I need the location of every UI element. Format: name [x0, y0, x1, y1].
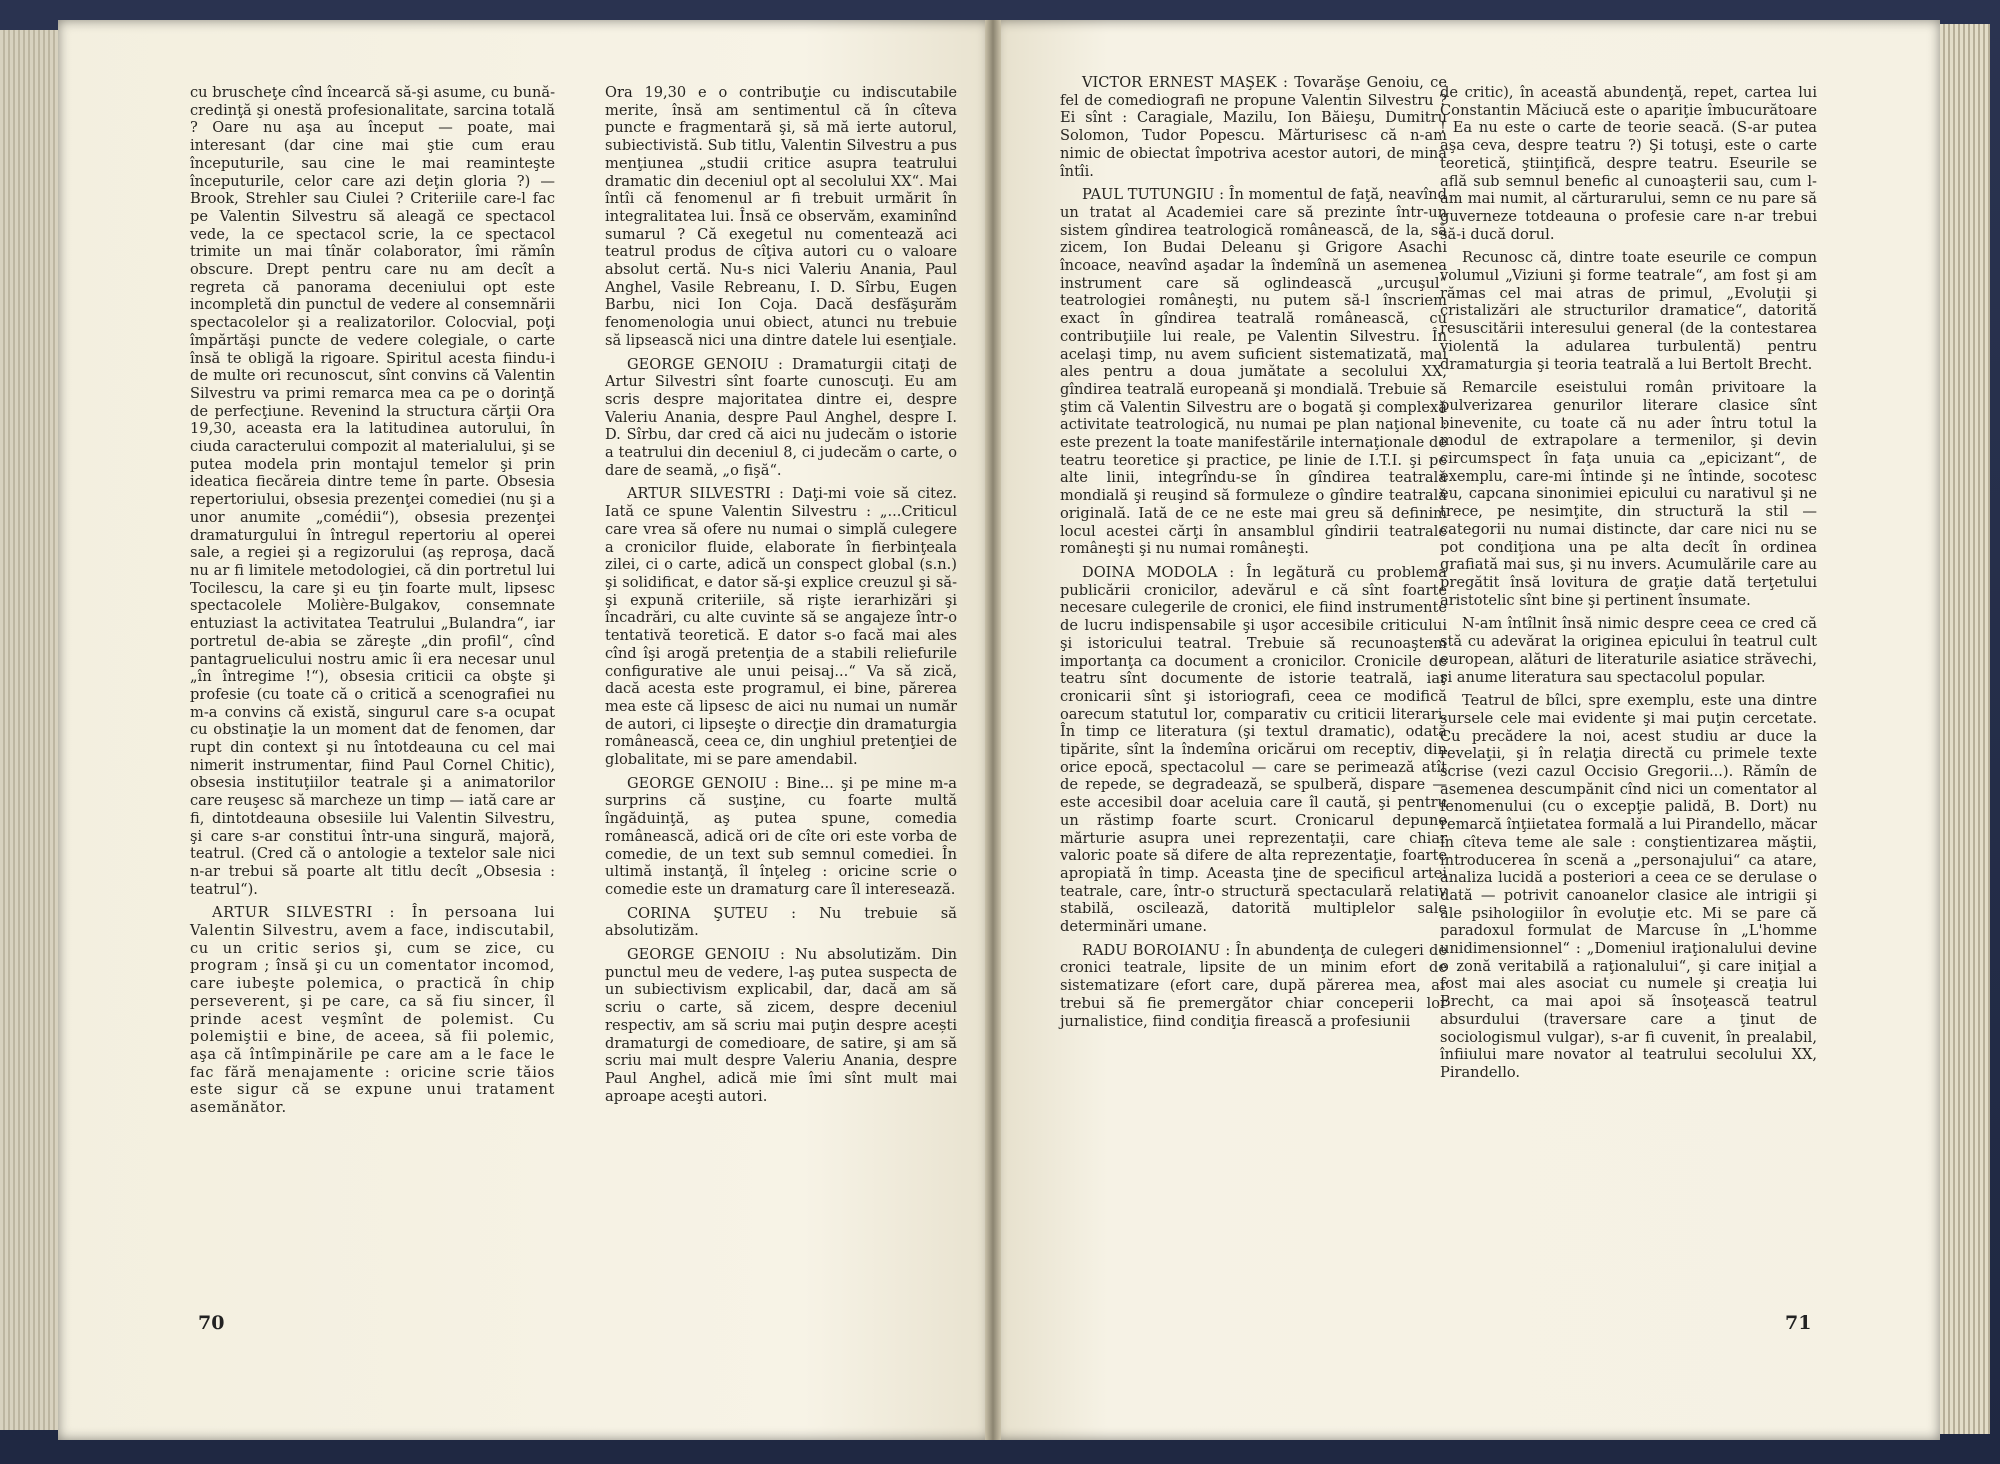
paragraph: ARTUR SILVESTRI : Daţi-mi voie să citez. Iată ce spune Valentin Silvestru : „...Criticul care vrea să ofere nu numai o simplă culegere a cronicilor fluide, elaborate în fierbinţeala zilei, ci o carte, adică un conspect global (s.n.) şi solidificat, e dator să-şi explice creuzul şi să-şi expună criteriile, să rişte ierarhizări şi încadrări, cu alte cuvinte să se angajeze într-o tentativă teoretică. E dator s-o facă mai ales cînd îşi arogă pretenţia de a stabili reliefurile configurative ale unui peisaj...“ Va să zică, dacă acesta este programul, ei bine, părerea mea este că lipsesc de aici nu numai un număr de autori, ci lipseşte o direcţie din dramaturgia românească, ceea ce, din unghiul pretenţiei de globalitate, mi se pare amendabil.: [605, 485, 957, 769]
paragraph: GEORGE GENOIU : Dramaturgii citaţi de Artur Silvestri sînt foarte cunoscuţi. Eu am scris despre majoritatea dintre ei, despre Valeriu Anania, despre Paul Anghel, despre I. D. Sîrbu, dar cred că aici nu judecăm o istorie a teatrului din deceniul 8, ci judecăm o carte, o dare de seamă, „o fişă“.: [605, 355, 957, 479]
paragraph: Recunosc că, dintre toate eseurile ce compun volumul „Viziuni şi forme teatrale“, am fost şi am rămas cel mai atras de primul, „Evoluţii şi cristalizări ale structurilor dramatice“, datorită resuscitării interesului general (de la contestarea violentă la adularea turbulentă) pentru dramaturgia şi teoria teatrală a lui Bertolt Brecht.: [1440, 249, 1817, 373]
paragraph: GEORGE GENOIU : Nu absolutizăm. Din punctul meu de vedere, l-aş putea suspecta de un subiectivism explicabil, dar, dacă am să scriu o carte, să zicem, despre deceniul respectiv, am să scriu mai puţin despre acești dramaturgi de comedioare, de satire, şi am să scriu mai mult despre Valeriu Anania, despre Paul Anghel, adică mie îmi sînt mult mai aproape aceşti autori.: [605, 946, 957, 1105]
page-number-left: 70: [198, 1312, 225, 1334]
paragraph: VICTOR ERNEST MAŞEK : Tovarăşe Genoiu, ce fel de comediografi ne propune Valentin Silvestru ? Ei sînt : Caragiale, Mazilu, Ion Băieşu, Dumitru Solomon, Tudor Popescu. Mărturisesc că n-am nimic de obiectat împotriva acestor autori, de mina întîi.: [1060, 74, 1447, 180]
paragraph: Remarcile eseistului român privitoare la pulverizarea genurilor literare clasice sînt binevenite, cu toate că nu ader întru totul la modul de extrapolare a termenilor, şi devin circumspect în faţa unuia ca „epicizant“, de exemplu, care-mi întinde şi ne întinde, socotesc eu, capcana sinonimiei epicului cu narativul şi ne trece, pe nesimţite, din structură la stil — categorii nu numai distincte, dar care nici nu se pot condiţiona una pe alta decît în ordinea grafiată mai sus, şi nu invers. Acumulările care au pregătit însă loviturа de graţie dată terţetului aristotelic sînt bine şi pertinent însumate.: [1440, 379, 1817, 609]
left-page-column-2: [605, 84, 957, 1111]
paragraph: DOINA MODOLA : În legătură cu problema publicării cronicilor, adevărul e că sînt foarte necesare culegerile de cronici, ele fiind instrumente de lucru indispensabile şi uşor accesibile criticului şi istoricului teatral. Trebuie să recunoaştem importanţa ca document a cronicilor. Cronicile de teatru sînt documente de istorie teatrală, iar cronicarii sînt şi istoriografi, ceea ce modifică oarecum statutul lor, comparativ cu criticii literari. În timp ce literatura (şi textul dramatic), odată tipărite, sînt la îndemîna oricărui om receptiv, din orice epocă, spectacolul — care se perimează atît de repede, se degradează, se spulberă, dispare — este accesibil doar aceluia care îl caută, şi pentru un răstimp foarte scurt. Cronicarul depune mărturie asupra unei reprezentaţii, care chiar valoric poate să difere de alta reprezentaţie, foarte apropiată în timp. Aceasta ţine de specificul artei teatrale, care, într-o structură spectaculară relativ stabilă, oscilează, datorită multiplelor sale determinări umane.: [1060, 563, 1447, 936]
paragraph: RADU BOROIANU : În abundenţa de culegeri de cronici teatrale, lipsite de un minim efort de sistematizare (efort care, după părerea mea, ar trebui să fie premergător chiar conceperii lor jurnalistice, fiind condiţia firească a profesiunii: [1060, 941, 1447, 1030]
page-number-right: 71: [1785, 1312, 1812, 1334]
paragraph: Ora 19,30 e o contribuţie cu indiscutabile merite, însă am sentimentul că în cîteva puncte e fragmentară şi, să mă ierte autorul, subiectivistă. Sub titlu, Valentin Silvestru a pus menţiunea „studii critice asupra teatrului dramatic din deceniul opt al secolului XX“. Mai întîi că fenomenul ar fi trebuit urmărit în integralitatea lui. Însă ce observăm, examinînd sumarul ? Că exegetul nu comentează aci teatrul produs de cîţiva autori cu o valoare absolut certă. Nu-s nici Valeriu Anania, Paul Anghel, Vasile Rebreanu, I. D. Sîrbu, Eugen Barbu, nici Ion Coja. Dacă desfăşurăm fenomenologia unui obiect, atunci nu trebuie să lipsească nici una dintre datele lui esenţiale.: [605, 84, 957, 349]
right-page-column-2: [1440, 84, 1817, 1088]
left-page-edges: [0, 30, 60, 1430]
paragraph: cu bruscheţe cînd încearcă să-şi asume, cu bună-credinţă şi onestă profesionalitate, sarcina totală ? Oare nu aşa au început — poate, mai interesant (dar cine mai ştie cum erau începuturile, sau cine le mai reaminteşte începuturile, celor care azi deţin gloria ?) — Brook, Strehler sau Ciulei ? Criteriile care-l fac pe Valentin Silvestru să aleagă ce spectacol vede, la ce spectacol scrie, la ce spectacol trimite un mai tînăr colaborator, îmi rămîn obscure. Drept pentru care nu am decît a regreta că panorama deceniului opt este incompletă din punctul de vedere al consemnării spectacolelor şi a realizatorilor. Colocvial, poţi împărtăşi puncte de vedere colegiale, o carte însă te obligă la rigoare. Spiritul acesta fiindu-i de multe ori recunoscut, sînt convins că Valentin Silvestru va primi remarca mea ca pe o dorinţă de perfecţiune. Revenind la structura cărţii Ora 19,30, aceasta era la latitudinea autorului, în ciuda caracterului compozit al materialului, şi se putea modela prin montajul temelor şi prin ideatica fiecăreia dintre teme în parte. Obsesia repertoriului, obsesia prezenţei comediei (nu şi a unor anumite „comédii“), obsesia prezenţei dramaturgului în întregul repertoriu al operei sale, a regiei şi a regizorului (aş reproşa, dacă nu ar fi limitele metodologiei, că din portretul lui Tocilescu, la care şi eu ţin foarte mult, lipsesc spectacolele Molière-Bulgakov, consemnate entuziast la activitatea Teatrului „Bulandra“, iar portretul de-abia se zăreşte „din profil“, cînd pantagruelicului nostru amic îi era necesar unul „în întregime !“), obsesia criticii ca obşte şi profesie (cu toate că o critică a scenografiei nu m-a convins că există, singurul care s-a ocupat cu obstinaţie la un moment dat de fenomen, dar rupt din context şi nu întotdeauna cu cel mai nimerit instrumentar, fiind Paul Cornel Chitic), obsesia instituţiilor teatrale şi a animatorilor care reuşesc să marcheze un timp — iată care ar fi, dintotdeauna obsesiile lui Valentin Silvestru, şi care s-ar constitui într-una singură, majoră, teatrul. (Cred că o antologie a textelor sale nici n-ar trebui să poarte alt titlu decît „Obsesia : teatrul“).: [190, 84, 555, 898]
paragraph: de critic), în această abundenţă, repet, cartea lui Constantin Măciucă este o apariţie îmbucurătoare ! Ea nu este o carte de teorie seacă. (S-ar putea aşa ceva, despre teatru ?) Şi totuşi, este o carte teoretică, ştiinţifică, despre teatru. Eseurile se află sub semnul benefic al cunoaşterii sau, cum l-am mai numit, al cărturarului, semn ce nu pare să guverneze totdeauna o profesie care n-ar trebui să-i ducă dorul.: [1440, 84, 1817, 243]
paragraph: GEORGE GENOIU : Bine... şi pe mine m-a surprins că susţine, cu foarte multă îngăduinţă, aş putea spune, comedia românească, adică ori de cîte ori este vorba de comedie, de un text sub semnul comediei. În ultimă instanţă, îl înţeleg : oricine scrie o comedie este un dramaturg care îl interesează.: [605, 774, 957, 898]
paragraph: ARTUR SILVESTRI : În persoana lui Valentin Silvestru, avem a face, indiscutabil, cu un critic serios şi, cum se zice, cu program ; însă şi cu un comentator incomod, care iubeşte polemica, o practică în chip perseverent, şi pe care, ca să fiu sincer, îl prinde acest veşmînt de polemist. Cu polemiştii e bine, de aceea, să fii polemic, aşa că întîmpinările pe care am a le face le fac fără menajamente : oricine scrie tăios este sigur că se expune unui tratament asemănător.: [190, 904, 555, 1117]
paragraph: N-am întîlnit însă nimic despre ceea ce cred că stă cu adevărat la originea epicului în teatrul cult european, alături de literaturile asiatice străvechi, şi anume literatura sau spectacolul popular.: [1440, 615, 1817, 686]
right-page-edges: [1940, 24, 1990, 1434]
paragraph: CORINA ŞUTEU : Nu trebuie să absolutizăm.: [605, 904, 957, 940]
left-page-column-1: [190, 84, 555, 1123]
paragraph: PAUL TUTUNGIU : În momentul de faţă, neavînd un tratat al Academiei care să prezinte într-un sistem gîndirea teatrologică românească, de la, să zicem, Ion Budai Deleanu şi Grigore Asachi încoace, neavînd aşadar la îndemînă un asemenea instrument care să oglindească „urcuşul“ teatrologiei româneşti, nu putem să-l înscriem exact în gîndirea teatrală românească, cu contribuţiile lui reale, pe Valentin Silvestru. În acelaşi timp, nu avem suficient sistematizată, mai ales pentru a doua jumătate a secolului XX, gîndirea teatrală europeană şi mondială. Trebuie să ştim că Valentin Silvestru are o bogată şi complexă activitate teatrologică, nu numai pe plan naţional : este prezent la toate manifestările internaţionale de teatru teoretice şi practice, pe linie de I.T.I. şi pe alte linii, integrîndu-se în gîndirea teatrală mondială şi reuşind să formuleze o gîndire teatrală originală. Iată de ce ne este mai greu să definim locul acestei cărţi în ansamblul gîndirii teatrale româneşti şi nu numai româneşti.: [1060, 186, 1447, 558]
book-gutter: [985, 20, 1001, 1440]
right-page-column-1: [1060, 74, 1447, 1036]
paragraph: Teatrul de bîlci, spre exemplu, este una dintre sursele cele mai evidente şi mai puţin cercetate. Cu precădere la noi, acest studiu ar duce la revelaţii, şi în relaţia directă cu primele texte scrise (vezi cazul Occisio Gregorii...). Rămîn de asemenea descumpănit cînd nici un comentator al fenomenului (cu o excepţie palidă, B. Dort) nu remarcă înţiietatea formală a lui Pirandello, măcar în cîteva teme ale sale : conştientizarea măştii, introducerea în scenă a „personajului“ ca atare, analiza lucidă a posteriori a ceea ce se derulase o dată — potrivit canoanelor clasice ale intrigii şi ale psihologiilor în evoluţie etc. Mi se pare că paradoxul formulat de Marcuse în „L'homme unidimensionnel“ : „Domeniul iraţionalului devine o zonă veritabilă a raţionalului“, şi care iniţial a fost mai ales asociat cu numele şi creaţia lui Brecht, ca mai apoi să însoţească teatrul absurdului (traversare care a ţinut de sociologismul vulgar), s-ar fi cuvenit, în prealabil, înfiiului mare novator al teatrului secolului XX, Pirandello.: [1440, 692, 1817, 1081]
